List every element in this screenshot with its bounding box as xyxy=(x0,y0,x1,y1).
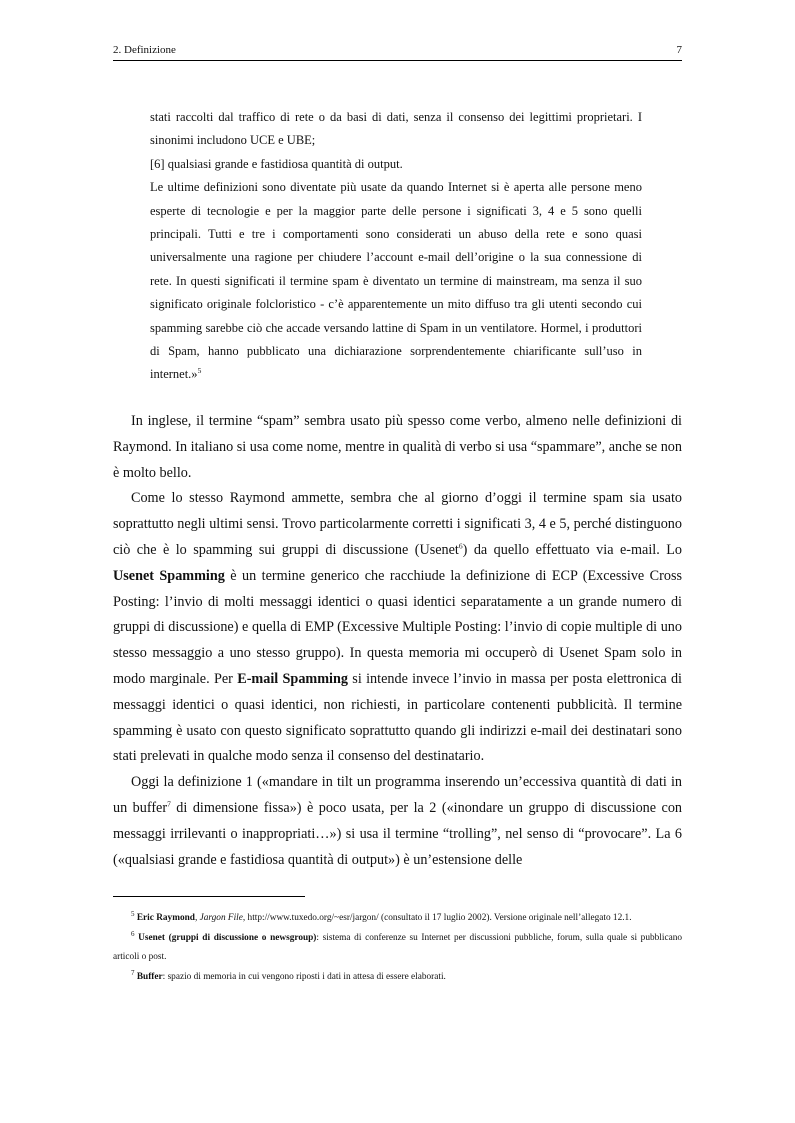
footnotes xyxy=(113,909,682,987)
footnote-5-text: , http://www.tuxedo.org/~esr/jargon/ (consultato il 17 luglio 2002). Versione originale nell’allegato 12.1. xyxy=(242,913,632,923)
footnote-5 xyxy=(113,909,682,929)
body-paragraph-2-part-a: Come lo stesso Raymond ammette, sembra che al giorno d’oggi il termine spam sia usato soprattutto negli ultimi sensi. Trovo particolarmente corretti i significati 3, 4 e 5, perché distinguono ciò che è lo spamming sui gruppi di discussione (Usenet xyxy=(113,490,682,558)
footnote-5-number: 5 xyxy=(131,909,135,918)
footnote-6-text: : sistema di conferenze su Internet per discussioni pubbliche, forum, sulla quale si pubblicano articoli o post. xyxy=(113,932,682,962)
footnote-7-term: Buffer xyxy=(136,971,163,982)
body-paragraph-2-part-b: ) da quello effettuato via e-mail. Lo xyxy=(462,541,682,558)
footnote-ref-7[interactable]: 7 xyxy=(167,799,171,809)
term-usenet-spamming: Usenet Spamming xyxy=(113,567,225,584)
footnote-5-separator: , xyxy=(194,913,200,923)
body-paragraph-2-part-d: si intende invece l’invio in massa per posta elettronica di messaggi identici o quasi identici, non richiesti, in particolare contenenti pubblicità. Il termine spamming è usato con questo significato soprattutto quando gli indirizzi e-mail dei destinatari sono stati prelevati in qualche modo senza il consenso del destinatario. xyxy=(113,670,683,765)
footnote-6-term: Usenet (gruppi di discussione o newsgroup) xyxy=(138,932,317,943)
quote-paragraph-3-text: Le ultime definizioni sono diventate più usate da quando Internet si è aperta alle persone meno esperte di tecnologie e per la maggior parte delle persone i significati 3, 4 e 5 sono quelli principali. Tutti e tre i comportamenti sono considerati un abuso della rete e sono quasi universalmente una ragione per chiudere l’account e-mail dell’origine o la sua connessione di rete. In questi significati il termine spam è diventato un termine di mainstream, ma senza il suo significato originale folcloristico - c’è apparentemente un mito diffuso tra gli utenti secondo cui spamming sarebbe ciò che accade versando lattine di Spam in un ventilatore. Hormel, i produttori di Spam, hanno pubblicato una dichiarazione sorprendentemente chiarificante sull’uso in internet.» xyxy=(150,180,642,382)
footnote-7-text: : spazio di memoria in cui vengono riposti i dati in attesa di essere elaborati. xyxy=(162,971,446,982)
body-paragraph-3-part-a: Oggi la definizione 1 («mandare in tilt un programma inserendo un’eccessiva quantità di dati in un buffer xyxy=(113,774,682,816)
footnote-6 xyxy=(113,929,682,968)
body-paragraph-2-part-c: è un termine generico che racchiude la definizione di ECP (Excessive Cross Posting: l’invio di molti messaggi identici o quasi identici separatamente a un grande numero di gruppi di discussione) e quella di EMP (Excessive Multiple Posting: l’invio di copie multiple di uno stesso messaggio a uno stesso gruppo). In questa memoria mi occuperò di Usenet Spam solo in modo marginale. Per xyxy=(113,567,682,687)
footnote-7-number: 7 xyxy=(131,968,135,977)
footnote-ref-6[interactable]: 6 xyxy=(458,541,463,551)
term-email-spamming: E-mail Spamming xyxy=(237,670,348,687)
body-paragraph-3 xyxy=(113,770,682,873)
body-paragraph-1: In inglese, il termine “spam” sembra usato più spesso come verbo, almeno nelle definizioni di Raymond. In italiano si usa come nome, mentre in qualità di verbo si usa “spammare”, anche se non è molto bello. xyxy=(113,413,682,481)
footnote-separator xyxy=(113,896,305,897)
running-header xyxy=(113,44,682,61)
footnote-6-number: 6 xyxy=(131,929,135,938)
footnote-5-title: Jargon File xyxy=(199,913,243,923)
block-quote xyxy=(150,106,642,387)
chapter-title: 2. Definizione xyxy=(113,44,176,56)
quote-paragraph-3 xyxy=(150,176,642,387)
footnote-5-author: Eric Raymond xyxy=(136,913,195,923)
body-paragraph-3-part-b: di dimensione fissa») è poco usata, per la 2 («inondare un gruppo di discussione con messaggi irrilevanti o inappropriati…») si usa il termine “trolling”, nel senso di “provocare”. La 6 («qualsiasi grande e fastidiosa quantità di output») è un’estensione delle xyxy=(113,799,683,868)
quote-paragraph-2: [6] qualsiasi grande e fastidiosa quantità di output. xyxy=(150,156,403,171)
page-number: 7 xyxy=(676,44,682,56)
footnote-7 xyxy=(113,968,682,988)
quote-paragraph-1: stati raccolti dal traffico di rete o da basi di dati, senza il consenso dei legittimi proprietari. I sinonimi includono UCE e UBE; xyxy=(150,110,642,148)
main-text xyxy=(113,409,682,873)
footnote-ref-5[interactable]: 5 xyxy=(197,366,202,376)
body-paragraph-2 xyxy=(113,486,682,770)
